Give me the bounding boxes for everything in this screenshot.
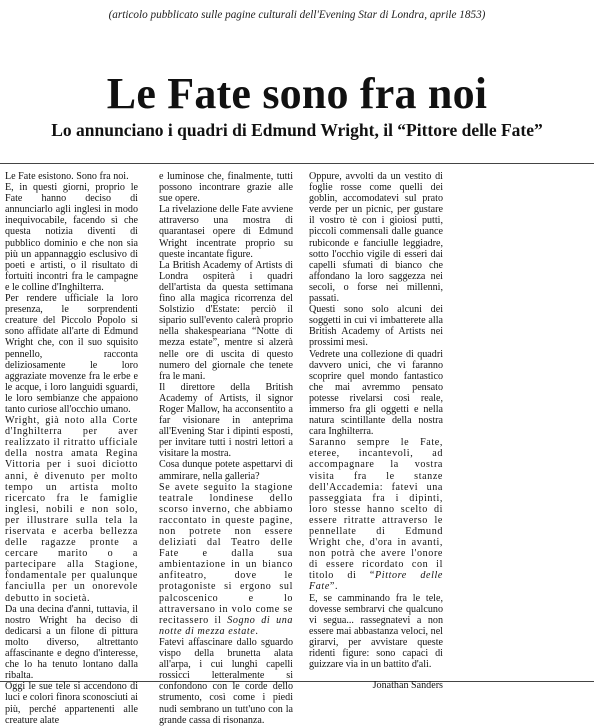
author-signature: Jonathan Sanders [372,680,443,692]
paragraph-text: Saranno sempre le Fate, eteree, incantevoli, ad accompagnare la vostra visita fra le stanze dell'Accademia: fatevi una passeggiata fra i dipinti, loro stesse hanno scelto di essere ritratte attraverso le pennellate di Edmund Wright che, d'ora in avanti, non potrà che avere l'onore di essere ricordato con il titolo di [309,437,443,582]
paragraph: Cosa dunque potete aspettarvi di ammirare, nella galleria? [159,459,293,482]
paragraph: Fatevi affascinare dallo sguardo vispo della brunetta alata all'arpa, i cui lunghi capelli rossicci letteralmente si confondono con le corde dello strumento, così come i piedi nudi sembrano un tutt'uno con la grande cassa di risonanza. [159,636,293,726]
paragraph: Le Fate esistono. Sono fra noi. [5,171,129,182]
article-subheadline: Lo annunciano i quadri di Edmund Wright, il “Pittore delle Fate” [51,120,543,140]
paragraph-text: Se avete seguito la stagione teatrale londinese dello scorso inverno, che abbiamo raccontato in queste pagine, non potrete non essere deliziati dal Teatro delle Fate e dalla sua ambientazione in un bianco anfiteatro, dove le protagoniste si ergono sul palcoscenico e lo attraversano in volo come se recitassero il [159,481,293,626]
paragraph: Saranno sempre le Fate, eteree, incantevoli, ad accompagnare la vostra visita fra le stanze dell'Accademia: fatevi una passeggiata fra i dipinti, loro stesse hanno scelto di essere ritratte attraverso le pennellate di Edmund Wright che, d'ora in avanti, non potrà che avere l'onore di essere ricordato con il titolo di “Pittore delle Fate”. [309,437,443,593]
paragraph: Wright, già noto alla Corte d'Inghilterra per aver realizzato il ritratto ufficiale della nostra amata Regina Vittoria per i suoi diciotto anni, è divenuto per molto tempo un artista molto ricercato fra le famiglie inglesi, nobili e non solo, per illustrare sulla tela la riservata e acerba bellezza delle ragazze pronte a cercare marito o a partecipare alla Stagione, fondamentale per qualunque fanciulla per un onorevole debutto in società. [5,415,138,604]
paragraph: Questi sono solo alcuni dei soggetti in cui vi imbatterete alla British Academy of Artists nei prossimi mesi. [309,304,443,349]
paragraph: E, se camminando fra le tele, dovesse sembrarvi che qualcuno vi segua... rassegnatevi a non essere mai abbastanza veloci, nel girarvi, per avvistare queste ridenti figure: sono capaci di guizzare via in un battito d'ali. [309,592,443,671]
article-column-3 [309,171,443,692]
paragraph: La rivelazione delle Fate avviene attraverso una mostra di quarantasei opere di Edmund Wright incentrate proprio su queste incantate figure. [159,204,293,260]
article-column-4 [459,171,587,679]
honorary-title: Pittore delle Fate [309,570,443,593]
article-column-2 [159,171,294,726]
publication-note: (articolo pubblicato sulle pagine culturali dell'Evening Star di Londra, aprile 1853) [108,9,486,21]
paragraph: Per rendere ufficiale la loro presenza, le sorprendenti creature del Piccolo Popolo si sono affidate all'arte di Edmund Wright che, con il suo squisito pennello, racconta deliziosamente le loro aggraziate movenze fra le erbe e le acque, i loro languidi sguardi, le loro sembianze che appaiono tanto curiose all'occhio umano. [5,293,138,415]
paragraph: Se avete seguito la stagione teatrale londinese dello scorso inverno, che abbiamo raccontato in queste pagine, non potrete non essere deliziati dal Teatro delle Fate e dalla sua ambientazione in un bianco anfiteatro, dove le protagoniste si ergono sul palcoscenico e lo attraversano in volo come se recitassero il Sogno di una notte di mezza estate. [159,481,294,637]
article-headline: Le Fate sono fra noi [106,69,488,118]
paragraph: e luminose che, finalmente, tutti possono incontrare grazie alle sue opere. [159,171,293,205]
paragraph: Il direttore della British Academy of Artists, il signor Roger Mallow, ha acconsentito a far visionare in anteprima all'Evening Star i dipinti esposti, per invitare tutti i nostri lettori a visitare la mostra. [159,381,293,460]
top-rule [0,163,594,164]
paragraph: Da una decina d'anni, tuttavia, il nostro Wright ha deciso di dedicarsi a un filone di pittura molto diverso, altrettanto affascinante e degno d'interesse, che lo ha tenuto lontano dalla ribalta. [5,603,138,682]
paragraph: La British Academy of Artists di Londra ospiterà i quadri dell'artista da questa settimana fino alla magica ricorrenza del Solstizio d'Estate: perciò il sipario sull'evento calerà proprio nella shakespeariana “Notte di mezza estate”, mentre si alzerà nelle ore di uscita di questo numero del giornale che tenete fra le mani. [159,259,293,382]
paragraph: E, in questi giorni, proprio le Fate hanno deciso di annunciarlo agli inglesi in modo inequivocabile, facendo sì che questa notizia diventi di pubblico dominio e che non sia più un appannaggio esclusivo di poeti e artisti, o il risultato di fortuiti incontri fra le campagne e le colline d'Inghilterra. [5,182,138,293]
play-title: Sogno di una notte di mezza estate [159,614,294,637]
paragraph: Oggi le sue tele si accendono di luci e colori finora sconosciuti ai più, perché appartenenti alle creature alate [5,681,138,726]
paragraph: Oppure, avvolti da un vestito di foglie rosse come quelli dei goblin, accomodatevi sul prato verde per un picnic, per gustare il vostro tè con i gioiosi putti, piccoli commensali dalle guance rubiconde e fanciulle leggiadre, sotto l'occhio vigile di esseri dai capelli sfumati di bianco che affondano la loro saggezza nei secoli, o forse nei millenni, passati. [309,171,443,305]
article-column-1 [5,171,138,726]
paragraph: Vedrete una collezione di quadri davvero unici, che vi faranno scoprire quel mondo fantastico che mai avremmo pensato potesse rivelarsi così reale, immerso fra gli oggetti e nella natura scintillante della nostra cara Inghilterra. [309,348,443,438]
